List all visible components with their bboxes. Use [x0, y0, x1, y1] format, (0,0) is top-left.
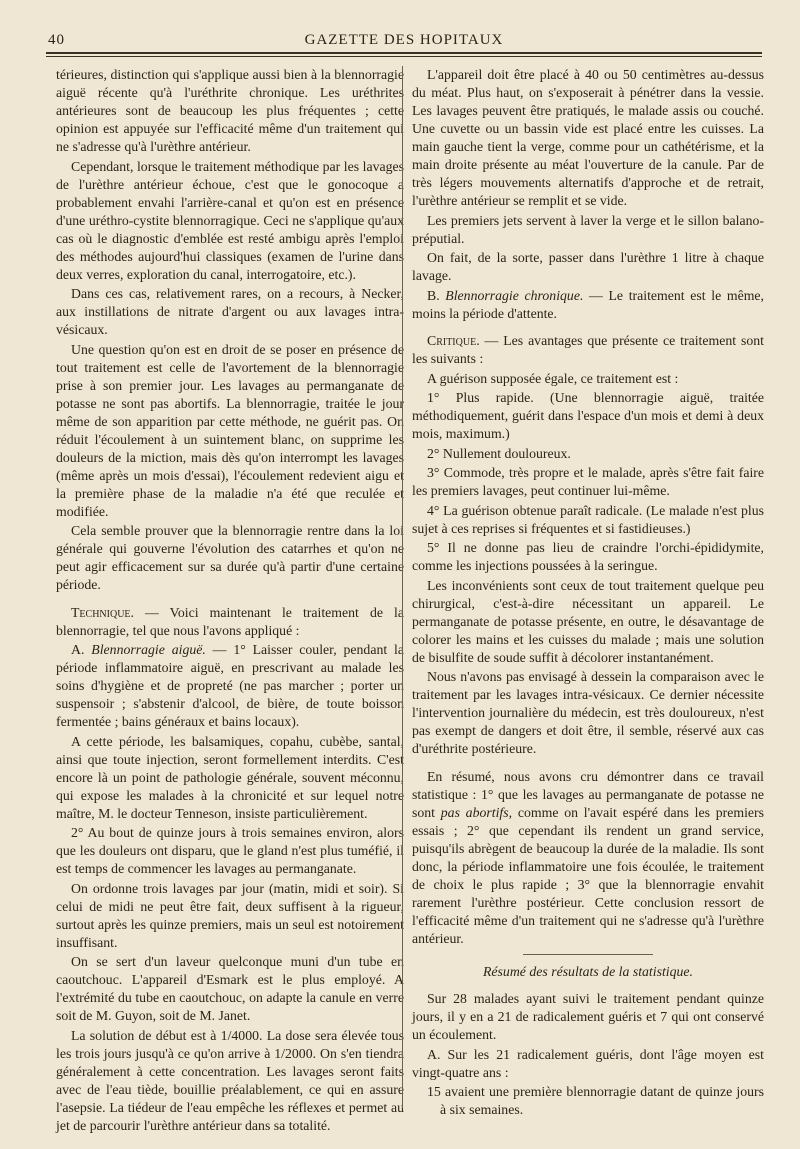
header-rule-thin [46, 56, 762, 57]
technique-paragraph [56, 604, 404, 640]
paragraph: A. Sur les 21 radicalement guéris, dont l'âge moyen est vingt-quatre ans : [412, 1046, 764, 1080]
summary-italic: pas abortifs [440, 804, 509, 820]
acute-label: A. [71, 642, 92, 657]
spacer [412, 760, 764, 768]
critique-text: — Les avantages que présente ce traitement sont les suivants : [412, 333, 764, 366]
section-title: Résumé des résultats de la statistique. [483, 963, 693, 979]
list-item: 2° Nullement douloureux. [427, 445, 571, 461]
paragraph: On se sert d'un laveur quelconque muni d'un tube en caoutchouc. L'appareil d'Esmark est le plus employé. A l'extrémité du tube en caoutchouc, on adapte la canule en verre soit de M. Guyon, soit de M. Janet. [56, 954, 404, 1023]
technique-label: Technique. [71, 604, 134, 620]
paragraph: A cette période, les balsamiques, copahu, cubèbe, santal, ainsi que toute injection, seront formellement interdits. C'est encore là un point de pathologie générale, souvent méconnu, qui expose les malades à la chronicité et sur lequel notre maître, M. le docteur Tenneson, insiste particulièrement. [56, 733, 404, 821]
paragraph: Cependant, lorsque le traitement méthodique par les lavages de l'urèthre antérieur échoue, c'est que le gonocoque a probablement envahi l'arrière-canal et qu'on est en présence d'une uréthro-cystite blennorragique. Ceci ne s'applique qu'aux cas où le diagnostic d'emblée est resté ambigu après l'emploi des méthodes aujourd'hui classiques (examen de l'urine dans deux verres, exploration du canal, interrogatoire, etc.). [56, 158, 404, 282]
paragraph: Une question qu'on est en droit de se poser en présence de tout traitement est celle de l'avortement de la blennorragie prise à son premier jour. Les lavages au permanganate de potasse ne sont pas abortifs. La blennorragie, traitée le jour même de son apparition par cette méthode, ne guérit pas. On réduit l'écoulement à un suintement blanc, on supprime les douleurs de la miction, mais dès qu'on interrompt les lavages (même après un mois d'essai), l'écoulement redevient aigu et la première phase de la maladie n'a été que reculée et modifiée. [56, 341, 404, 519]
acute-text: — 1° Laisser couler, pendant la période inflammatoire aiguë, en prescrivant au malade les soins d'hygiène et de propreté (ne pas marcher ; porter un suspensoir ; s'abstenir d'alcool, de bière, de toute boisson fermentée ; bains généraux et bains locaux). [56, 642, 404, 729]
left-column [56, 66, 404, 1136]
list-item: 1° Plus rapide. (Une blennorragie aiguë, traitée méthodiquement, guérit dans l'espace d'un mois et demi à deux mois, maximum.) [412, 390, 764, 441]
acute-title: Blennorragie aiguë. [91, 642, 206, 657]
list-item: 4° La guérison obtenue paraît radicale. (Le malade n'est plus sujet à ces reprises si fréquentes et si fastidieuses.) [412, 502, 764, 536]
paragraph: A guérison supposée égale, ce traitement est : [427, 370, 679, 386]
chronic-text: — Le traitement est le même, moins la période d'attente. [412, 287, 764, 321]
spacer [56, 596, 404, 604]
summary-text-a: En résumé, nous avons cru démontrer dans ce travail statistique : 1° que les lavages au permanganate de potasse ne sont [412, 768, 764, 820]
paragraph: Les inconvénients sont ceux de tout traitement quelque peu chirurgical, c'est-à-dire nécessitant un appareil. Le permanganate de potasse présente, en outre, le désavantage de colorer les mains et les cuisses du malade ; mais une solution de bisulfite de soude suffit à décolorer instantanément. [412, 577, 764, 665]
paragraph: 2° Au bout de quinze jours à trois semaines environ, alors que les douleurs ont disparu, que le gland n'est plus tuméfié, il est temps de commencer les lavages au permanganate. [56, 825, 404, 876]
page-header [46, 28, 762, 50]
paragraph: L'appareil doit être placé à 40 ou 50 centimètres au-dessus du méat. Plus haut, on s'exposerait à pénétrer dans la vessie. Les lavages peuvent être pratiqués, le malade assis ou couché. Une cuvette ou un bassin vide est placé entre les cuisses. La main gauche tient la verge, comme pour un cathétérisme, et la main droite présente au méat l'ouverture de la canule. Par de très légers mouvements alternatifs d'approche et de retrait, l'urèthre antérieur se remplit et se vide. [412, 67, 764, 208]
spacer [412, 324, 764, 332]
paragraph: Sur 28 malades ayant suivi le traitement pendant quinze jours, il y en a 21 de radicalement guéris et 7 qui ont conservé un écoulement. [412, 991, 764, 1042]
list-item: 3° Commode, très propre et le malade, après s'être fait faire les premiers lavages, peut continuer lui-même. [412, 465, 764, 498]
column-divider [402, 66, 403, 1108]
list-item: 5° Il ne donne pas lieu de craindre l'orchi-épididymite, comme les injections poussées à la seringue. [412, 540, 764, 573]
paragraph: On fait, de la sorte, passer dans l'urèthre 1 litre à chaque lavage. [412, 250, 764, 283]
summary-text-b: , comme on l'avait espéré dans les premiers essais ; 2° que cependant ils rendent un grand service, puisqu'ils abrègent de beaucoup la durée de la maladie. Ils sont donc, la période inflammatoire une fois écoulée, le traitement de choix le plus rapide ; 3° que la blennorragie envahit rarement l'urèthre postérieur. Cette conclusion ressort de l'efficacité même d'un traitement qui ne s'adresse qu'à l'urèthre antérieur. [412, 804, 765, 946]
section-separator [523, 954, 653, 955]
chronic-paragraph [412, 287, 764, 323]
critique-paragraph [412, 332, 764, 368]
paragraph: La solution de début est à 1/4000. La dose sera élevée tous les trois jours jusqu'à ce qu'on arrive à 1/2000. On s'en tiendra généralement à cette concentration. Les lavages seront faits avec de l'eau tiède, bouillie préalablement, ce qui en assure l'asepsie. La tiédeur de l'eau empêche les réflexes et permet au jet de parcourir l'urèthre antérieur dans sa totalité. [56, 1027, 404, 1133]
acute-paragraph [56, 641, 404, 731]
paragraph: On ordonne trois lavages par jour (matin, midi et soir). Si celui de midi ne peut être fait, deux suffisent à la rigueur, surtout après les quinze premiers, mais un seul est notoirement insuffisant. [56, 880, 404, 950]
right-column [412, 66, 764, 1121]
page-number: 40 [48, 32, 65, 48]
chronic-title: Blennorragie chronique. [445, 287, 584, 303]
critique-label: Critique. [427, 333, 480, 348]
paragraph: Cela semble prouver que la blennorragie rentre dans la loi générale qui gouverne l'évolution des catarrhes et qu'on ne peut agir efficacement sur sa durée qu'à partir d'une certaine période. [56, 523, 404, 592]
spacer [412, 982, 764, 990]
paragraph: térieures, distinction qui s'applique aussi bien à la blennorragie aiguë récente qu'à l'uréthrite chronique. Les uréthrites antérieures sont de beaucoup les plus fréquentes ; cette opinion est appuyée sur l'efficacité même d'un traitement qui ne s'adresse qu'à l'urèthre antérieur. [56, 67, 404, 154]
summary-paragraph [412, 768, 764, 948]
journal-title: GAZETTE DES HOPITAUX [304, 32, 504, 48]
chronic-label: B. [427, 287, 446, 303]
technique-text: — Voici maintenant le traitement de la blennorragie, tel que nous l'avons appliqué : [56, 604, 404, 638]
paragraph: Dans ces cas, relativement rares, on a recours, à Necker, aux instillations de nitrate d'argent ou aux lavages intra-vésicaux. [56, 286, 404, 337]
header-rule-thick [46, 52, 762, 54]
paragraph: Les premiers jets servent à laver la verge et le sillon balano-préputial. [412, 212, 764, 246]
paragraph: Nous n'avons pas envisagé à dessein la comparaison avec le traitement par les lavages intra-vésicaux. Ce dernier nécessite l'intervention journalière du médecin, est très douloureux, n'est pas exempt de dangers et doit être, il semble, réservé aux cas d'uréthrite postérieure. [412, 669, 764, 756]
paragraph: 15 avaient une première blennorragie datant de quinze jours à six semaines. [427, 1084, 764, 1117]
